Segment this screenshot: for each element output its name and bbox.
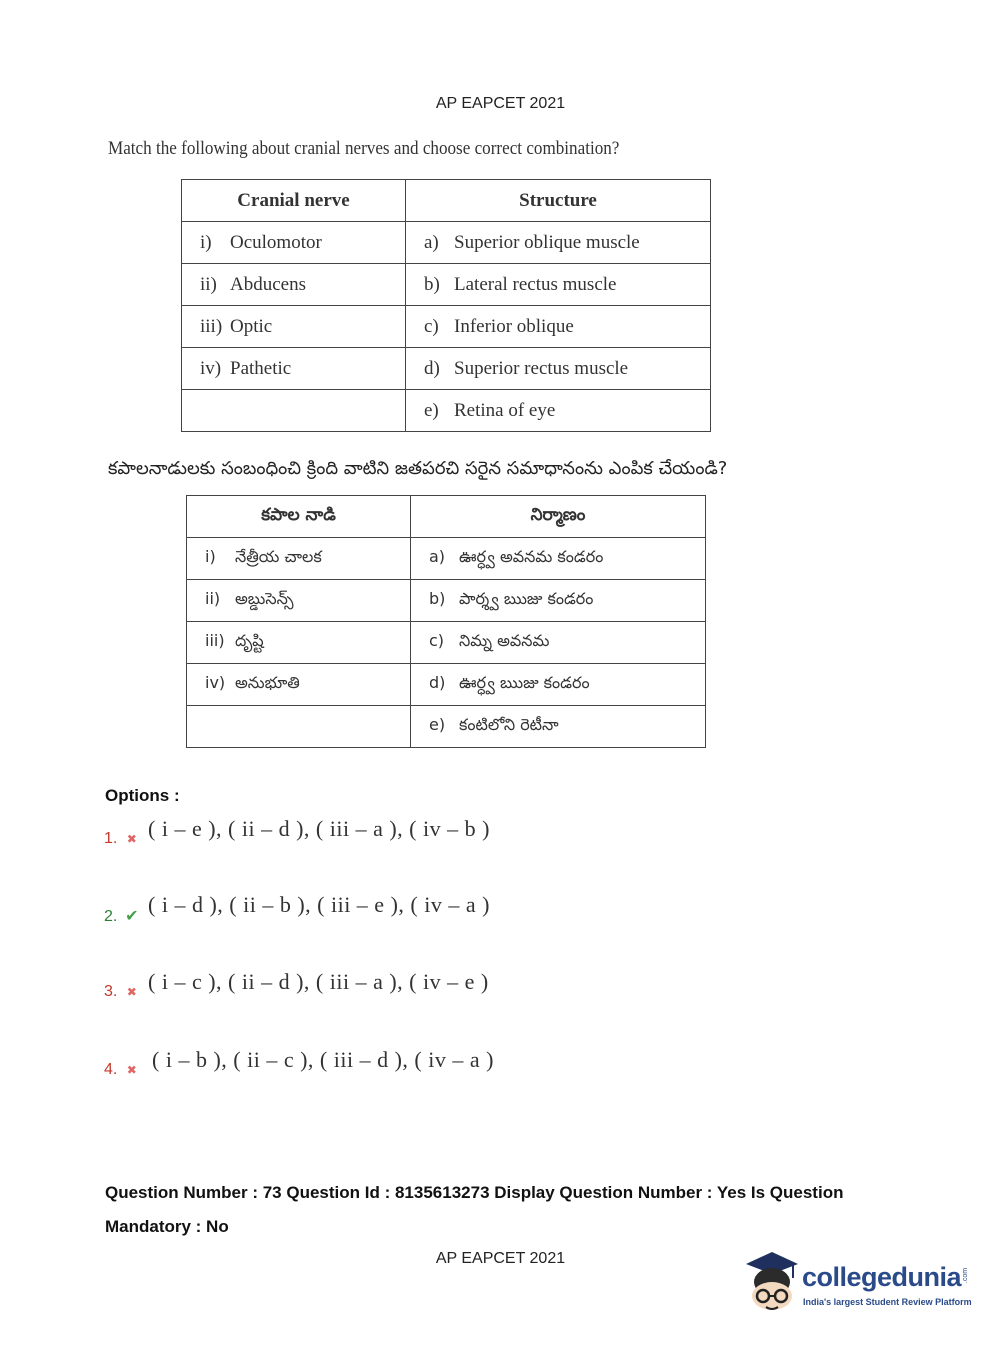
table-header-row bbox=[182, 180, 711, 222]
nerve-cell: iv) Pathetic bbox=[182, 348, 406, 390]
collegedunia-logo[interactable] bbox=[742, 1250, 972, 1320]
table-row bbox=[182, 264, 711, 306]
wrong-mark-icon: ✖ bbox=[126, 985, 137, 999]
structure-cell: b) Lateral rectus muscle bbox=[406, 264, 711, 306]
wrong-mark-icon: ✖ bbox=[126, 832, 137, 846]
structure-cell: c) నిమ్న అవనమ bbox=[411, 622, 706, 664]
wrong-mark-icon: ✖ bbox=[126, 1063, 137, 1077]
table-row bbox=[187, 664, 706, 706]
table-row bbox=[187, 706, 706, 748]
question-text-telugu: కపాలనాడులకు సంబంధించి క్రింది వాటిని జతపరచి సరైన సమాధానంను ఎంపిక చేయండి? bbox=[108, 458, 728, 479]
table-header-row bbox=[187, 496, 706, 538]
nerve-cell bbox=[182, 390, 406, 432]
check-mark-icon: ✔ bbox=[125, 908, 139, 925]
nerve-cell: i) నేత్రీయ చాలక bbox=[187, 538, 411, 580]
mascot-icon bbox=[742, 1250, 802, 1316]
table-row bbox=[182, 306, 711, 348]
match-table-telugu bbox=[186, 495, 706, 748]
table-row bbox=[182, 222, 711, 264]
structure-cell: d) ఊర్ధ్వ ఋజు కండరం bbox=[411, 664, 706, 706]
option-text: ( i – b ), ( ii – c ), ( iii – d ), ( iv – a ) bbox=[152, 1047, 494, 1072]
option-number: 2. bbox=[104, 908, 118, 925]
option-number: 4. bbox=[104, 1061, 118, 1078]
header-cranial-nerve: Cranial nerve bbox=[182, 180, 406, 222]
structure-cell: a) Superior oblique muscle bbox=[406, 222, 711, 264]
logo-suffix: .com bbox=[962, 1267, 970, 1284]
header-cranial-nerve-te: కపాల నాడి bbox=[187, 496, 411, 538]
option-4[interactable] bbox=[104, 1047, 494, 1079]
question-text-english: Match the following about cranial nerves and choose correct combination? bbox=[108, 138, 620, 159]
option-number: 3. bbox=[104, 983, 118, 1000]
nerve-cell: iv) అనుభూతి bbox=[187, 664, 411, 706]
logo-tagline: India's largest Student Review Platform bbox=[803, 1297, 972, 1307]
option-1[interactable] bbox=[104, 816, 490, 848]
structure-cell: d) Superior rectus muscle bbox=[406, 348, 711, 390]
option-2[interactable] bbox=[104, 892, 490, 926]
option-3[interactable] bbox=[104, 969, 489, 1001]
structure-cell: a) ఊర్ధ్వ అవనమ కండరం bbox=[411, 538, 706, 580]
option-text: ( i – d ), ( ii – b ), ( iii – e ), ( iv – a ) bbox=[148, 892, 490, 917]
header-structure: Structure bbox=[406, 180, 711, 222]
table-row bbox=[182, 348, 711, 390]
option-number: 1. bbox=[104, 830, 118, 847]
table-row bbox=[187, 538, 706, 580]
question-meta: Question Number : 73 Question Id : 8135613273 Display Question Number : Yes Is Question Mandatory : No bbox=[105, 1183, 844, 1236]
nerve-cell: i) Oculomotor bbox=[182, 222, 406, 264]
page-header: AP EAPCET 2021 bbox=[435, 95, 566, 112]
nerve-cell: iii) దృష్టి bbox=[187, 622, 411, 664]
header-structure-te: నిర్మాణం bbox=[411, 496, 706, 538]
match-table-english bbox=[181, 179, 711, 432]
structure-cell: e) కంటిలోని రెటీనా bbox=[411, 706, 706, 748]
table-row bbox=[187, 580, 706, 622]
options-label: Options : bbox=[105, 786, 180, 805]
structure-cell: b) పార్శ్వ ఋజు కండరం bbox=[411, 580, 706, 622]
logo-name: collegedunia bbox=[802, 1262, 962, 1292]
page-footer-header: AP EAPCET 2021 bbox=[435, 1250, 566, 1267]
structure-cell: c) Inferior oblique bbox=[406, 306, 711, 348]
structure-cell: e) Retina of eye bbox=[406, 390, 711, 432]
option-text: ( i – c ), ( ii – d ), ( iii – a ), ( iv – e ) bbox=[148, 969, 489, 994]
nerve-cell: ii) అబ్డుసెన్స్ bbox=[187, 580, 411, 622]
table-row bbox=[187, 622, 706, 664]
nerve-cell: ii) Abducens bbox=[182, 264, 406, 306]
nerve-cell bbox=[187, 706, 411, 748]
table-row bbox=[182, 390, 711, 432]
nerve-cell: iii) Optic bbox=[182, 306, 406, 348]
option-text: ( i – e ), ( ii – d ), ( iii – a ), ( iv – b ) bbox=[148, 816, 490, 841]
